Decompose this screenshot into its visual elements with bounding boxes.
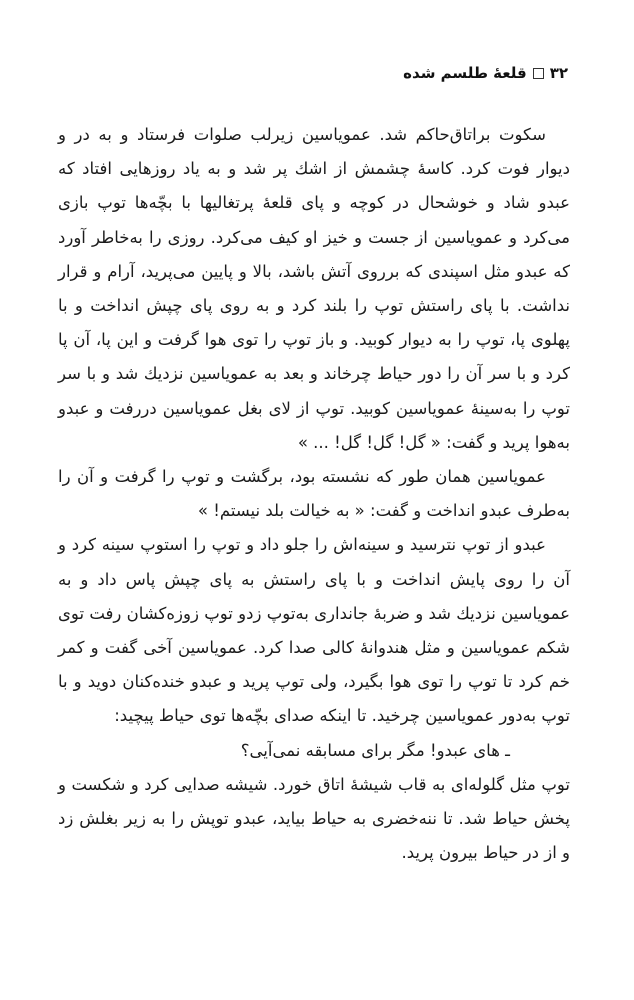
- running-header: [403, 64, 568, 82]
- paragraph-2: عموياسين همان طور که نشسته بود، برگشت و توپ را گرفت و آن را به‌طرف عبدو انداخت و گفت: « به خيالت بلد نيستم! »: [58, 467, 570, 521]
- book-title: قلعهٔ طلسم شده: [403, 64, 527, 82]
- paragraph-1: سکوت براتاق‌حاکم شد. عموياسين زيرلب صلوات فرستاد و به در و ديوار فوت کرد. کاسهٔ چشمش از اشك پر شد و به ياد روزهايی افتاد که عبدو شاد و خوشحال در کوچه و پای قلعهٔ پرتغاليها با بچّه‌ها توپ بازی می‌کرد و عموياسين از جست و خيز او کيف می‌کرد. روزی را به‌خاطر آورد که عبدو مثل اسپندی که برروی آتش باشد، بالا و پايين می‌پريد، آرام و قرار نداشت. با پای راستش توپ را بلند کرد و به روی پای چپش انداخت و با پهلوی پا، توپ را به ديوار کوبيد. و باز توپ را توی هوا گرفت و اين پا، آن پا کرد و با سر آن را دور حياط چرخاند و بعد به عموياسين نزديك شد و با سر توپ را به‌سينهٔ عموياسين کوبيد. توپ از لای بغل عموياسين دررفت و عبدو به‌هوا پريد و گفت: « گل! گل! گل! ... »: [58, 125, 570, 452]
- page-number: ۳۲: [549, 64, 568, 82]
- paragraph-5: توپ مثل گلوله‌ای به قاب شيشهٔ اتاق خورد. شيشه صدايی کرد و شکست و پخش حياط شد. تا ننه‌خضری به حياط بيايد، عبدو توپش را به زير بغلش زد و از در حياط بيرون پريد.: [58, 774, 570, 863]
- square-ornament-icon: [533, 68, 544, 79]
- page-body: [58, 118, 570, 870]
- dialogue-line: ـ های عبدو! مگر برای مسابقه نمی‌آيی؟: [240, 740, 510, 760]
- paragraph-3: عبدو از توپ نترسيد و سينه‌اش را جلو داد و توپ را استوپ سينه کرد و آن را روی پايش انداخت و با پای راستش به پای چپش پاس داد و به عموياسين نزديك شد و ضربهٔ جانداری به‌توپ زدو توپ زوزه‌کشان رفت توی شکم عموياسين و مثل هندوانهٔ کالی صدا کرد. عموياسين آخی گفت و کمر خم کرد تا توپ را توی هوا بگيرد، ولی توپ پريد و عبدو خنده‌کنان دويد و با توپ به‌دور عموياسين چرخيد. تا اينکه صدای بچّه‌ها توی حياط پيچيد:: [58, 535, 570, 726]
